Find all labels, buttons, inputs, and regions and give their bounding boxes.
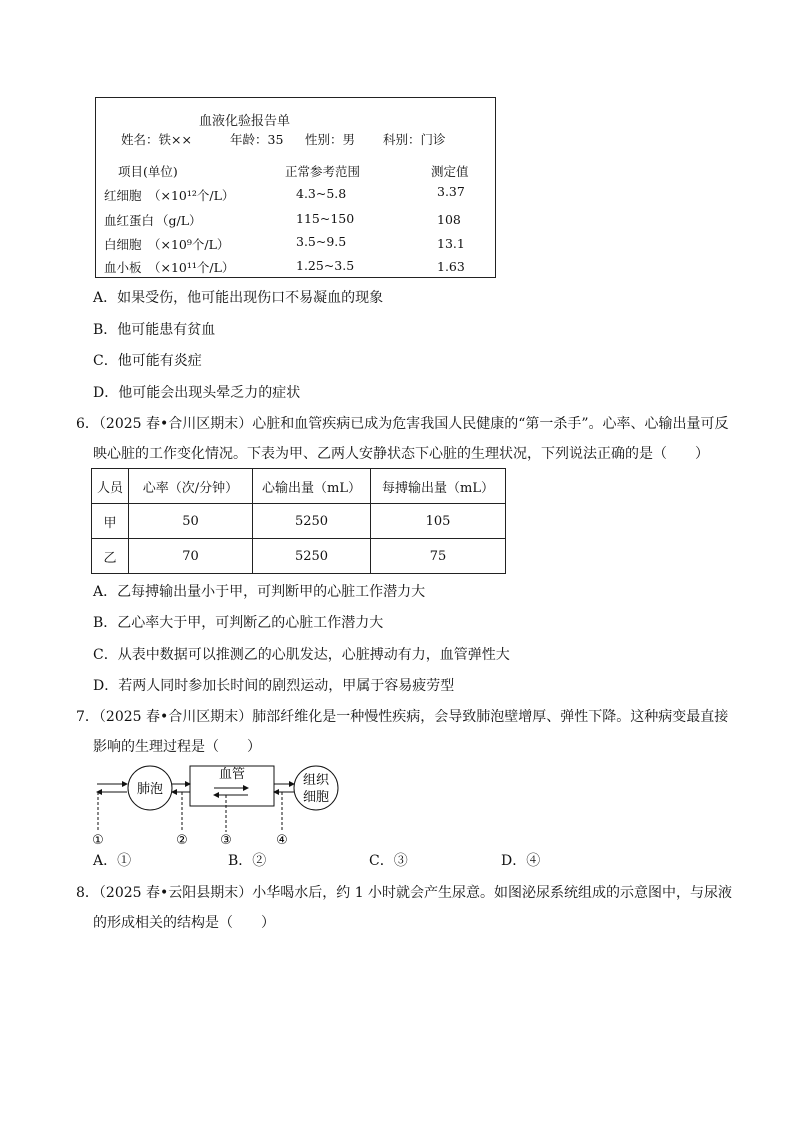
q7-option-c: C．③ <box>369 853 408 869</box>
table-header-row <box>92 469 506 504</box>
q6-option-c: C．从表中数据可以推测乙的心肌发达，心脏搏动有力，血管弹性大 <box>93 647 510 663</box>
marker-3: ③ <box>220 833 232 848</box>
report-row-range: 115~150 <box>296 211 355 226</box>
q7-option-b: B．② <box>228 853 267 869</box>
q6-option-b: B．乙心率大于甲，可判断乙的心脏工作潜力大 <box>93 615 384 631</box>
report-row-item: 红细胞 <box>104 188 142 203</box>
q6-option-a: A．乙每搏输出量小于甲，可判断甲的心脏工作潜力大 <box>93 584 426 600</box>
report-name: 姓名：铁×× <box>121 132 192 147</box>
table-row <box>92 539 506 574</box>
report-row-unit: （×10⁹个/L） <box>148 237 230 252</box>
report-row-item: 白细胞 <box>104 237 142 252</box>
q7-stem-line2: 影响的生理过程是（ ） <box>93 739 261 755</box>
q6-stem-line1: 6．（2025 春•合川区期末）心脏和血管疾病已成为危害我国人民健康的“第一杀手”。心率、心输出量可反 <box>76 416 729 432</box>
table-cell: 75 <box>371 539 506 574</box>
report-header-item: 项目(单位) <box>118 164 178 179</box>
report-row-range: 4.3~5.8 <box>296 186 347 201</box>
q5-option-a: A．如果受伤，他可能出现伤口不易凝血的现象 <box>93 290 384 306</box>
table-cell: 70 <box>129 539 253 574</box>
q7-stem-line1: 7．（2025 春•合川区期末）肺部纤维化是一种慢性疾病，会导致肺泡壁增厚、弹性下降。这种病变最直接 <box>76 709 729 725</box>
q7-option-a: A．① <box>93 853 132 869</box>
q8-stem-line2: 的形成相关的结构是（ ） <box>93 915 275 931</box>
report-row-range: 1.25~3.5 <box>296 258 355 273</box>
q5-option-c: C．他可能有炎症 <box>93 353 202 369</box>
report-row-value: 3.37 <box>437 184 465 199</box>
blood-report-box <box>95 97 496 278</box>
table-cell: 5250 <box>253 504 371 539</box>
q7-option-d: D．④ <box>501 853 541 869</box>
q6-stem-line2: 映心脏的工作变化情况。下表为甲、乙两人安静状态下心脏的生理状况，下列说法正确的是（ ） <box>93 446 709 462</box>
q8-stem-line1: 8．（2025 春•云阳县期末）小华喝水后，约 1 小时就会产生尿意。如图泌尿系统组成的示意图中，与尿液 <box>76 885 733 901</box>
table-cell: 105 <box>371 504 506 539</box>
report-age: 年龄：35 <box>230 132 284 147</box>
q6-option-d: D．若两人同时参加长时间的剧烈运动，甲属于容易疲劳型 <box>93 678 455 694</box>
table-header-cell: 心输出量（mL） <box>253 469 371 504</box>
marker-4: ④ <box>276 833 288 848</box>
table-header-cell: 人员 <box>92 469 129 504</box>
report-row-unit: （×10¹²个/L） <box>148 188 235 203</box>
report-sex: 性别：男 <box>305 132 356 147</box>
heart-data-table <box>91 468 506 574</box>
q5-option-b: B．他可能患有贫血 <box>93 322 216 338</box>
vessel-label: 血管 <box>218 767 246 782</box>
report-row-item: 血红蛋白 <box>104 213 155 228</box>
report-row-value: 13.1 <box>437 236 465 251</box>
table-cell: 5250 <box>253 539 371 574</box>
report-header-range: 正常参考范围 <box>285 164 361 179</box>
gas-exchange-diagram <box>90 760 350 850</box>
table-header-cell: 心率（次/分钟） <box>129 469 253 504</box>
q5-option-d: D．他可能会出现头晕乏力的症状 <box>93 385 301 401</box>
report-title: 血液化验报告单 <box>199 114 291 129</box>
alveolus-label: 肺泡 <box>136 782 164 797</box>
report-header-value: 测定值 <box>431 164 469 179</box>
table-row <box>92 504 506 539</box>
tissue-label-line2: 细胞 <box>302 790 330 805</box>
report-row-value: 108 <box>437 212 461 227</box>
table-cell: 50 <box>129 504 253 539</box>
table-header-cell: 每搏输出量（mL） <box>371 469 506 504</box>
marker-2: ② <box>176 833 188 848</box>
table-cell: 乙 <box>92 539 129 574</box>
marker-1: ① <box>92 833 104 848</box>
report-row-unit: （g/L） <box>156 213 202 228</box>
report-row-value: 1.63 <box>437 259 465 274</box>
tissue-label-line1: 组织 <box>302 773 330 788</box>
report-row-item: 血小板 <box>104 260 142 275</box>
table-cell: 甲 <box>92 504 129 539</box>
report-dept: 科别：门诊 <box>383 132 446 147</box>
report-row-range: 3.5~9.5 <box>296 234 347 249</box>
report-row-unit: （×10¹¹个/L） <box>148 260 235 275</box>
